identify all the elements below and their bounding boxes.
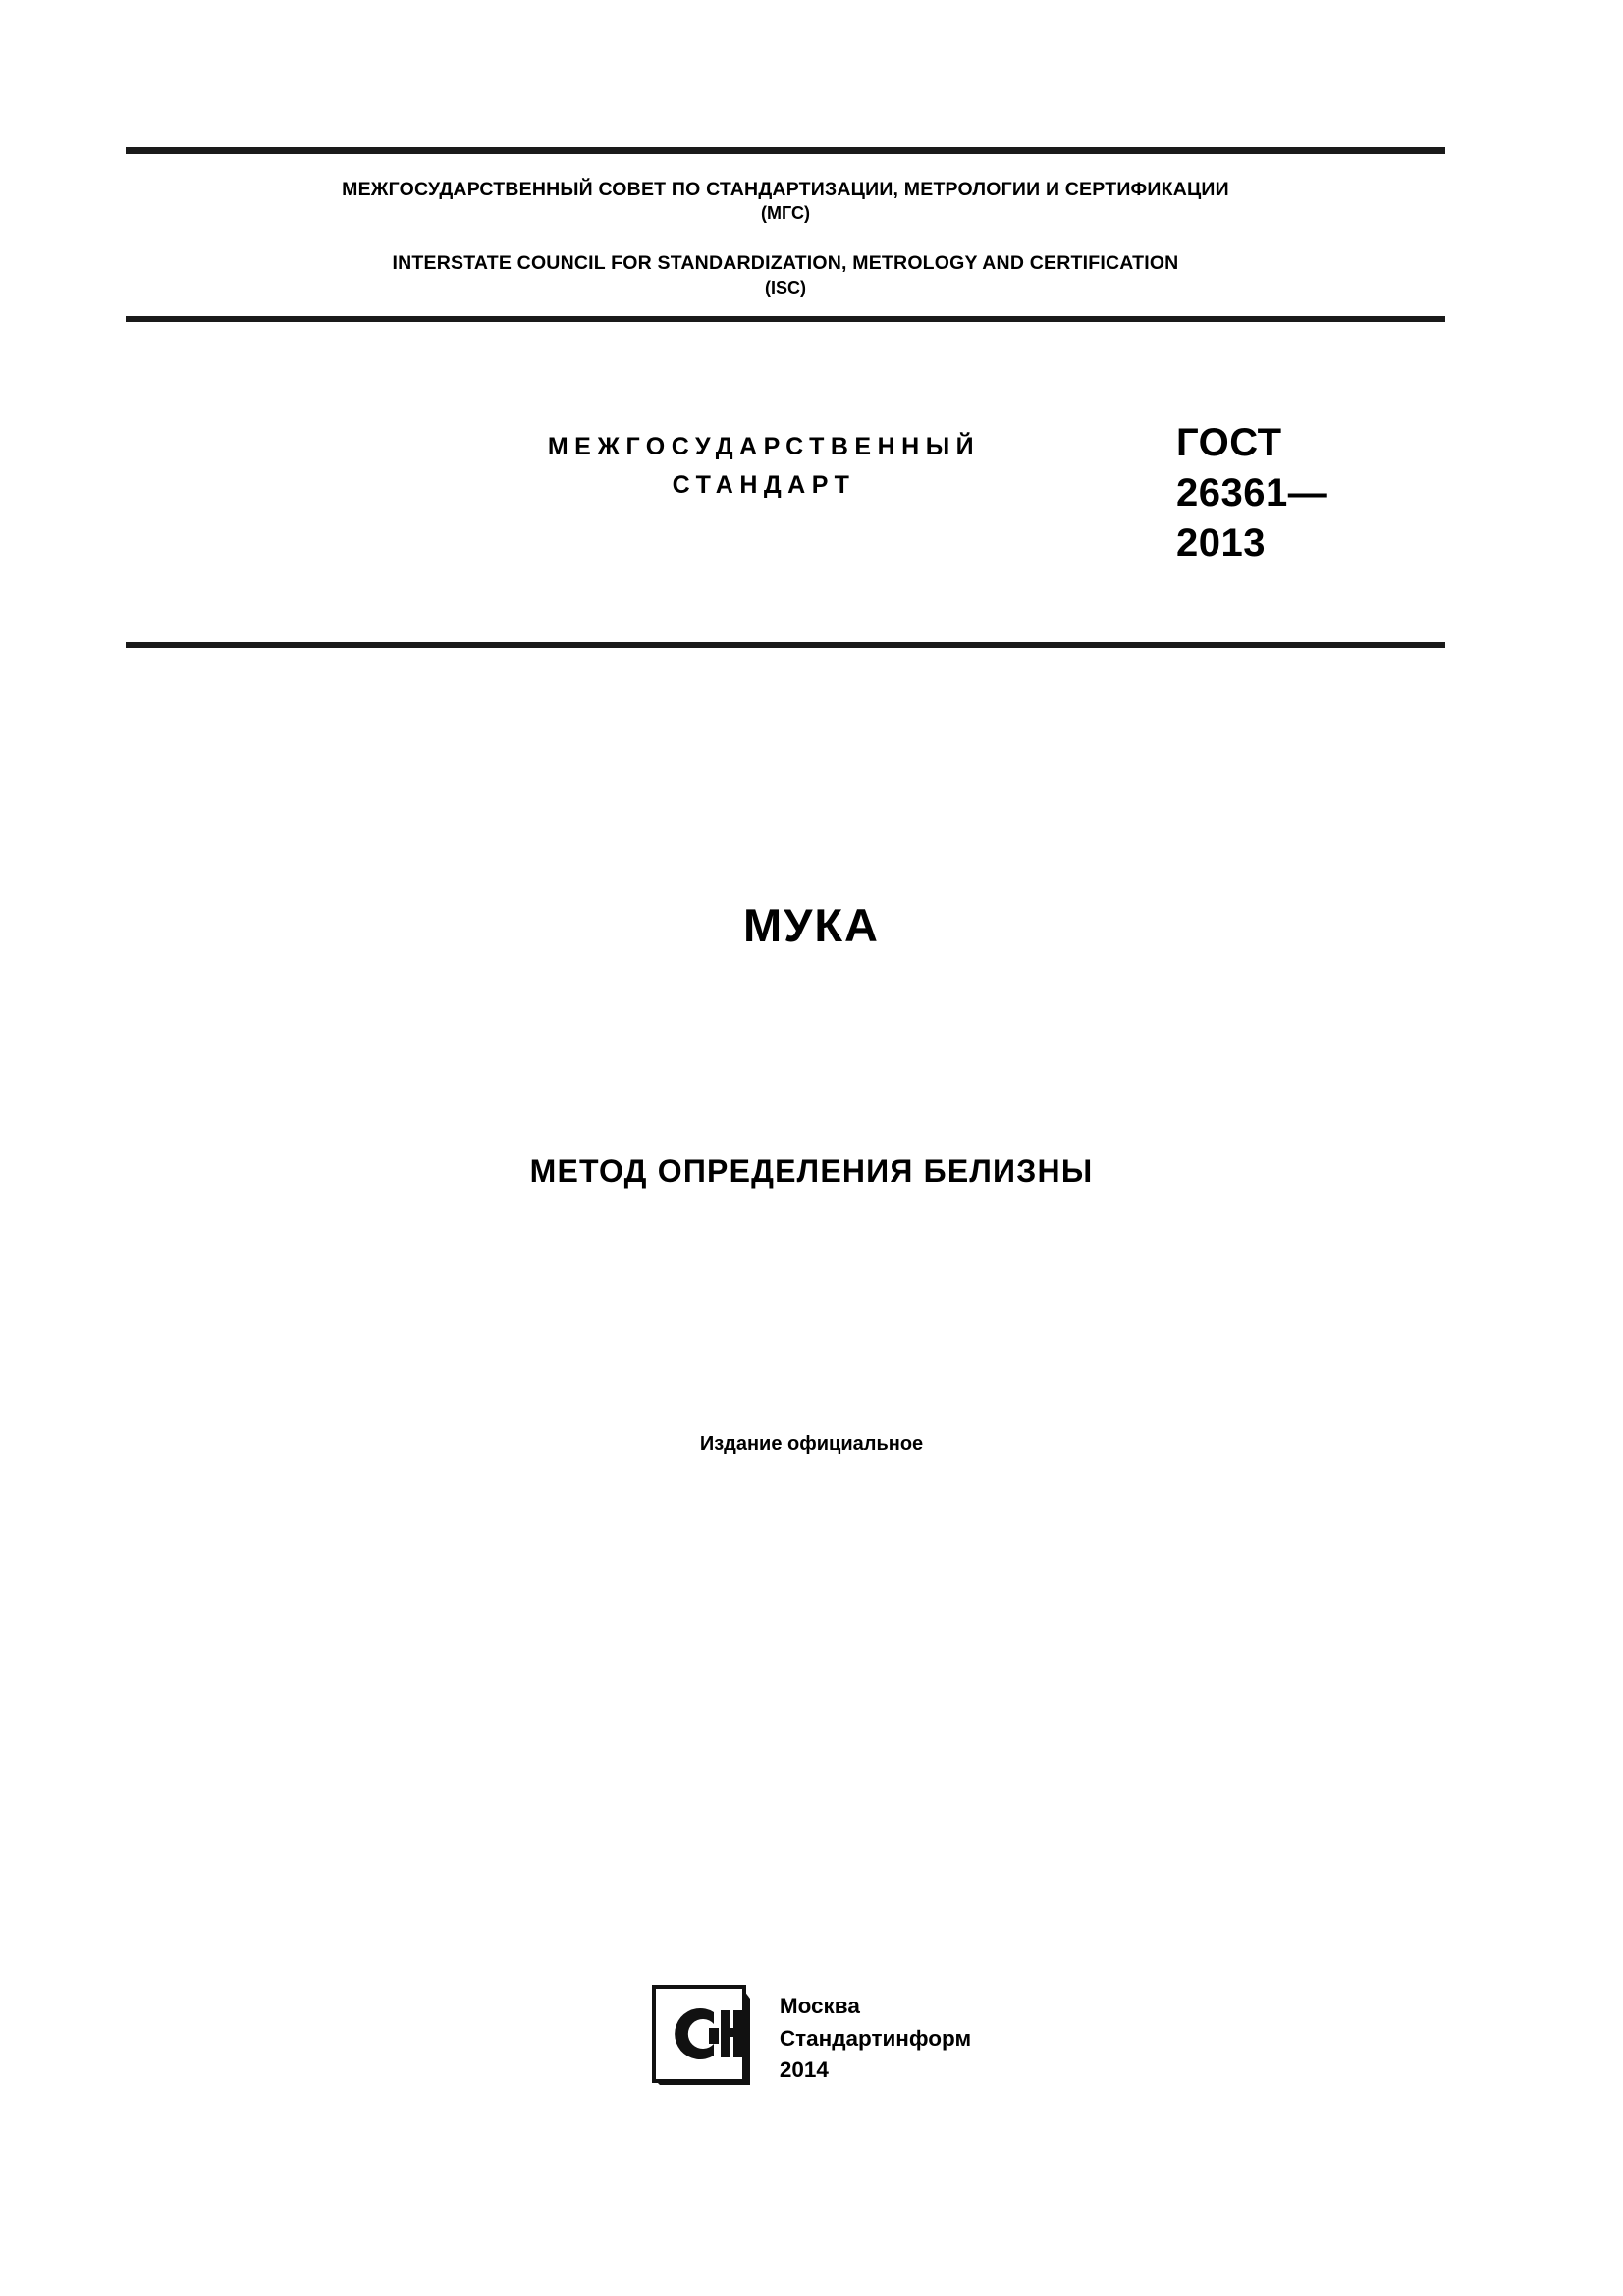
standard-kind-line2: СТАНДАРТ [672, 470, 856, 499]
publisher-block [0, 1985, 1623, 2087]
organization-names [126, 154, 1445, 316]
standard-code-prefix: ГОСТ [1176, 421, 1282, 464]
publisher-name: Стандартинформ [779, 2025, 972, 2051]
official-edition-note: Издание официальное [699, 1433, 924, 1455]
standard-code-number: 26361— [1176, 471, 1328, 515]
standard-row-bottom-rule [126, 642, 1445, 648]
standard-code [1176, 418, 1461, 569]
publisher-year: 2014 [779, 2057, 829, 2083]
publisher-info [780, 1985, 971, 2087]
organization-name-ru: МЕЖГОСУДАРСТВЕННЫЙ СОВЕТ ПО СТАНДАРТИЗАЦИИ, МЕТРОЛОГИИ И СЕРТИФИКАЦИИ [342, 179, 1229, 200]
header-bottom-rule [126, 316, 1445, 322]
standard-kind [450, 428, 1078, 505]
standard-code-year: 2013 [1176, 521, 1266, 565]
standard-kind-line1: МЕЖГОСУДАРСТВЕННЫЙ [547, 433, 981, 460]
standard-identifier-row [126, 391, 1445, 648]
header-block [126, 147, 1445, 322]
organization-name-en: INTERSTATE COUNCIL FOR STANDARDIZATION, METROLOGY AND CERTIFICATION [392, 252, 1179, 275]
page-title: МУКА [742, 899, 881, 951]
header-top-rule [126, 147, 1445, 154]
organization-abbr-ru: (МГС) [761, 203, 810, 224]
organization-abbr-en: (ISC) [765, 277, 806, 297]
standartinform-logo-icon [652, 1985, 754, 2087]
publisher-city: Москва [779, 1994, 860, 2018]
page-subtitle: МЕТОД ОПРЕДЕЛЕНИЯ БЕЛИЗНЫ [529, 1153, 1094, 1189]
